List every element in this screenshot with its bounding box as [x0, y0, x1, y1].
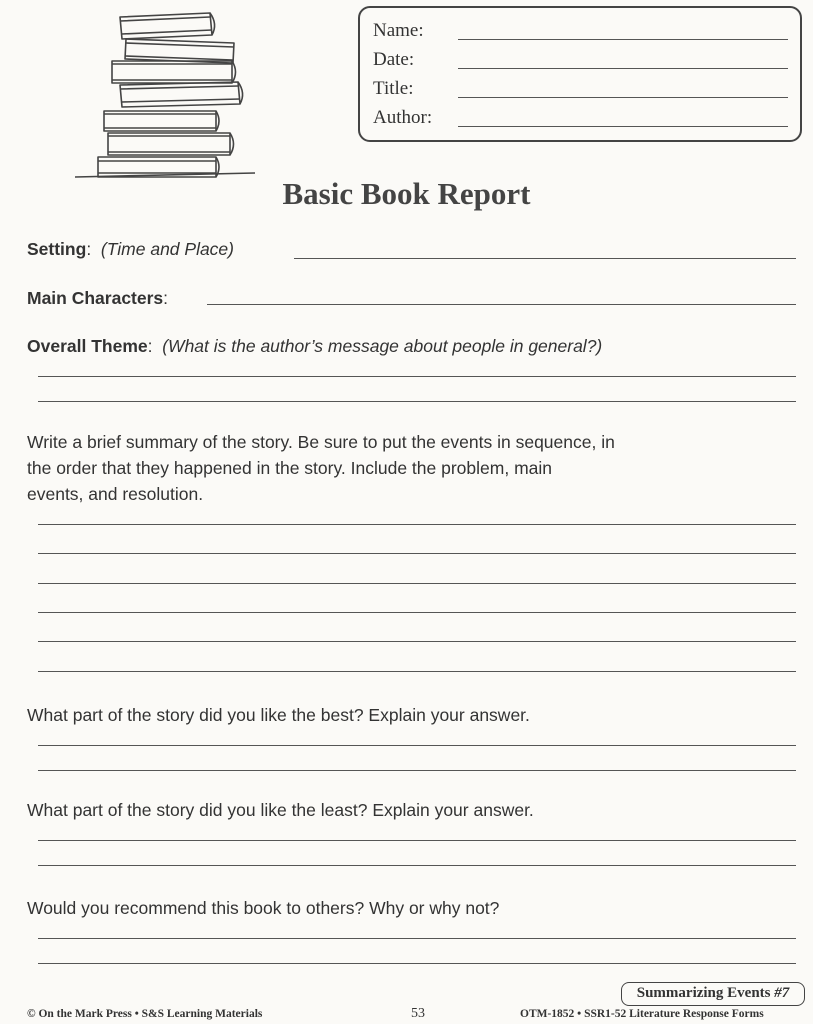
summary-text-line: Write a brief summary of the story. Be sure to put the events in sequence, in — [27, 432, 615, 452]
setting-label: Setting — [27, 239, 87, 259]
theme-label: Overall Theme — [27, 336, 148, 356]
name-field[interactable] — [458, 39, 788, 40]
page-title: Basic Book Report — [282, 176, 531, 211]
recommend-answer-line[interactable] — [38, 938, 796, 939]
summary-answer-line[interactable] — [38, 641, 796, 642]
main-characters-answer-line[interactable] — [207, 304, 796, 305]
footer-publisher: © On the Mark Press • S&S Learning Materials — [27, 1008, 263, 1020]
main-characters-question: Main Characters: — [27, 288, 169, 308]
summary-text-line: the order that they happened in the story. Include the problem, main — [27, 458, 552, 478]
setting-answer-line[interactable] — [294, 258, 796, 259]
like-least-answer-line[interactable] — [38, 865, 796, 866]
summary-answer-line[interactable] — [38, 553, 796, 554]
main-characters-label: Main Characters — [27, 288, 164, 308]
title-label: Title: — [373, 78, 414, 99]
like-best-question: What part of the story did you like the best? Explain your answer. — [27, 705, 530, 725]
setting-question: Setting: (Time and Place) — [27, 239, 234, 259]
summary-answer-line[interactable] — [38, 583, 796, 584]
footer-page-number: 53 — [411, 1006, 425, 1021]
theme-hint: (What is the author’s message about people in general?) — [162, 336, 603, 356]
footer-product-code: OTM-1852 • SSR1-52 Literature Response Forms — [520, 1008, 764, 1020]
badge-number: #7 — [774, 985, 790, 1001]
theme-answer-line[interactable] — [38, 376, 796, 377]
stacked-books-illustration — [70, 5, 260, 185]
title-field[interactable] — [458, 97, 788, 98]
author-label: Author: — [373, 107, 433, 128]
summary-answer-line[interactable] — [38, 671, 796, 672]
like-best-answer-line[interactable] — [38, 770, 796, 771]
setting-hint: (Time and Place) — [100, 239, 234, 259]
theme-answer-line[interactable] — [38, 401, 796, 402]
date-label: Date: — [373, 49, 415, 70]
like-least-question: What part of the story did you like the least? Explain your answer. — [27, 800, 534, 820]
like-least-answer-line[interactable] — [38, 840, 796, 841]
recommend-answer-line[interactable] — [38, 963, 796, 964]
summary-question — [27, 429, 615, 507]
like-best-answer-line[interactable] — [38, 745, 796, 746]
summarizing-events-badge — [621, 982, 805, 1006]
name-label: Name: — [373, 20, 424, 41]
summary-answer-line[interactable] — [38, 612, 796, 613]
student-info-box — [358, 6, 802, 142]
author-field[interactable] — [458, 126, 788, 127]
date-field[interactable] — [458, 68, 788, 69]
summary-text-line: events, and resolution. — [27, 484, 204, 504]
badge-text: Summarizing Events — [636, 985, 771, 1001]
recommend-question: Would you recommend this book to others? Why or why not? — [27, 898, 500, 918]
theme-question: Overall Theme: (What is the author’s message about people in general?) — [27, 336, 603, 356]
summary-answer-line[interactable] — [38, 524, 796, 525]
